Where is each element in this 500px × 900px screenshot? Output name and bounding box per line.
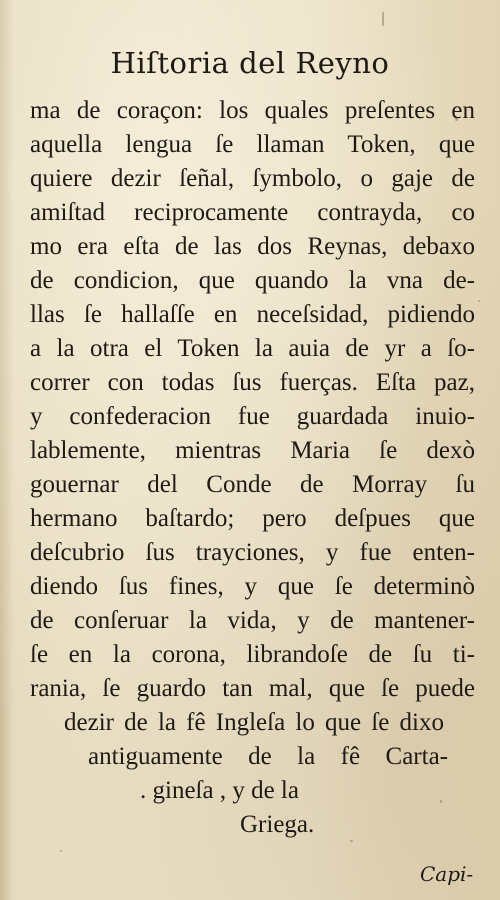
text-line: llas ſe hallaſſe en neceſsidad, pidiendo (30, 301, 475, 328)
text-line: mo era eſta de las dos Reynas, debaxo (30, 233, 475, 260)
text-line: ma de coraçon: los quales preſentes en (30, 97, 475, 124)
text-line: . gineſa , y de la (140, 777, 299, 804)
text-line: gouernar del Conde de Morray ſu (30, 471, 475, 498)
text-line: y confederacion fue guardada inuio- (30, 403, 475, 430)
text-line: Griega. (240, 811, 315, 838)
text-line: lablemente, mientras Maria ſe dexò (30, 437, 475, 464)
text-line: diendo ſus fines, y que ſe determinò (30, 573, 475, 600)
text-line: ſe en la corona, librandoſe de ſu ti- (30, 641, 475, 668)
text-line: antiguamente de la fê Carta- (88, 743, 448, 770)
text-line: deſcubrio ſus trayciones, y fue enten- (30, 539, 475, 566)
text-line: dezir de la fê Ingleſa lo que ſe dixo (64, 709, 444, 736)
catchword: Capi- (420, 862, 474, 886)
text-line: correr con todas ſus fuerças. Eſta paz, (30, 369, 475, 396)
text-line: quiere dezir ſeñal, ſymbolo, o gaje de (30, 165, 475, 192)
ink-speck (440, 800, 442, 803)
text-line: de condicion, que quando la vna de- (30, 267, 475, 294)
ink-speck (382, 12, 384, 26)
text-line: de conſeruar la vida, y de mantener- (30, 607, 475, 634)
text-line: rania, ſe guardo tan mal, que ſe puede (30, 675, 475, 702)
ink-speck (478, 300, 480, 302)
text-line: amiſtad reciprocamente contrayda, co (30, 199, 475, 226)
running-head: Hiſtoria del Reyno (110, 46, 390, 80)
text-line: aquella lengua ſe llaman Token, que (30, 131, 475, 158)
ink-speck (350, 840, 353, 842)
text-line: a la otra el Token la auia de yr a ſo- (30, 335, 475, 362)
ink-speck (60, 850, 62, 852)
text-line: hermano baſtardo; pero deſpues que (30, 505, 475, 532)
